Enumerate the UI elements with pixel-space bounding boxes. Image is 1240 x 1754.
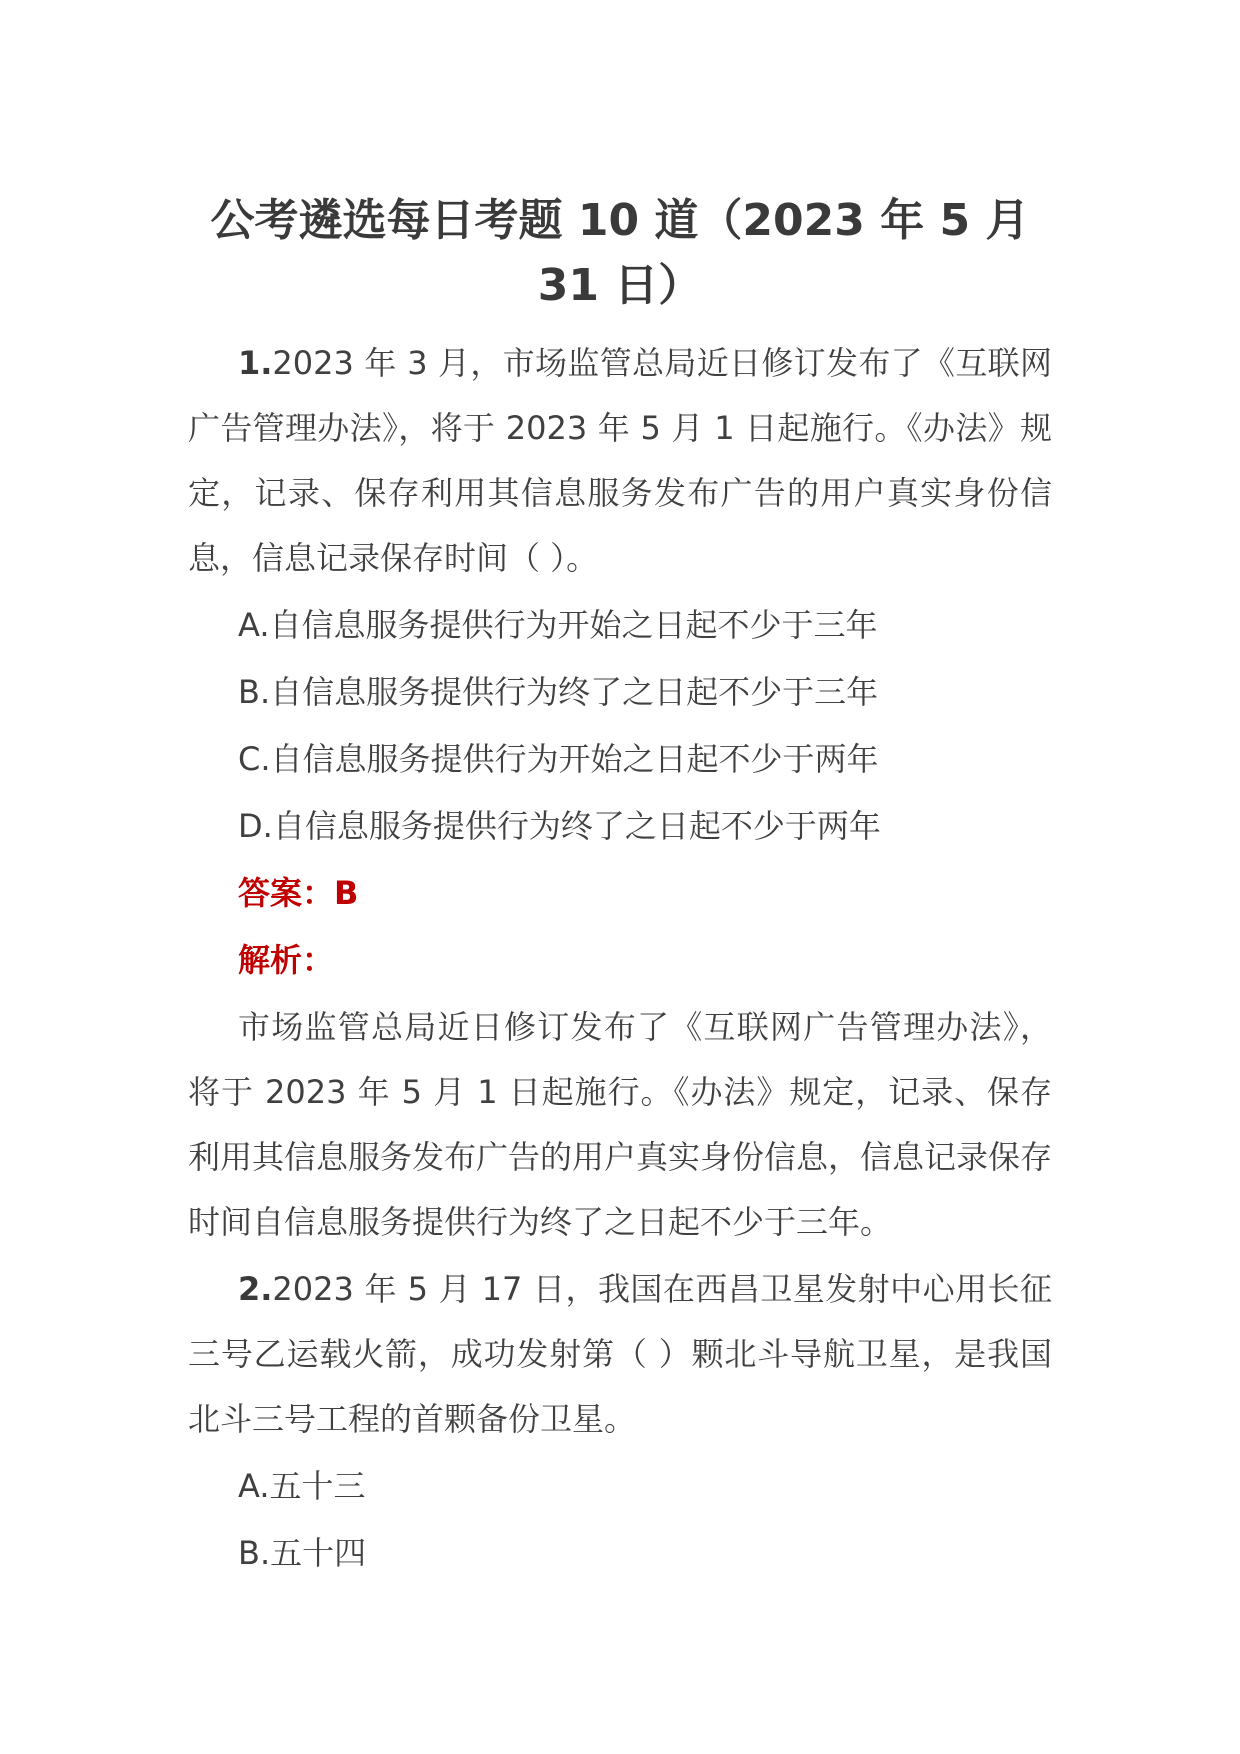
- question-number: 2.: [238, 1270, 273, 1308]
- analysis-heading: 解析：: [238, 941, 335, 979]
- answer-label: 答案：: [238, 874, 335, 912]
- question-2: [188, 1257, 1052, 1586]
- option-text: 五十三: [269, 1467, 366, 1505]
- option-c: [188, 727, 1052, 792]
- option-b: [188, 660, 1052, 725]
- page-title: 公考遴选每日考题 10 道（2023 年 5 月 31 日）: [210, 195, 1030, 311]
- option-text: 自信息服务提供行为终了之日起不少于三年: [270, 673, 879, 711]
- question-number: 1.: [238, 344, 273, 382]
- answer-value: B: [334, 874, 359, 912]
- option-letter: B.: [238, 1534, 271, 1572]
- question-1: [188, 331, 1052, 1255]
- option-a: [188, 1454, 1052, 1519]
- option-letter: A.: [238, 606, 270, 644]
- option-text: 自信息服务提供行为终了之日起不少于两年: [272, 807, 881, 845]
- analysis-text: 市场监管总局近日修订发布了《互联网广告管理办法》，将于 2023 年 5 月 1 日起施行。《办法》规定，记录、保存利用其信息服务发布广告的用户真实身份信息，信息记录保存时间自信息服务提供行为终了之日起不少于三年。: [188, 1008, 1053, 1241]
- option-letter: A.: [238, 1467, 270, 1505]
- option-text: 五十四: [270, 1534, 367, 1572]
- question-text: 2023 年 5 月 17 日，我国在西昌卫星发射中心用长征三号乙运载火箭，成功发射第（ ）颗北斗导航卫星，是我国北斗三号工程的首颗备份卫星。: [188, 1270, 1052, 1438]
- option-text: 自信息服务提供行为开始之日起不少于三年: [269, 606, 878, 644]
- option-letter: B.: [238, 673, 271, 711]
- answer-line: [188, 861, 1052, 926]
- option-letter: D.: [238, 807, 273, 845]
- question-stem: [188, 331, 1052, 591]
- option-d: [188, 794, 1052, 859]
- option-text: 自信息服务提供行为开始之日起不少于两年: [270, 740, 879, 778]
- option-a: [188, 593, 1052, 658]
- option-letter: C.: [238, 740, 271, 778]
- question-text: 2023 年 3 月，市场监管总局近日修订发布了《互联网广告管理办法》，将于 2023 年 5 月 1 日起施行。《办法》规定，记录、保存利用其信息服务发布广告的用户真实身份信息，信息记录保存时间（ ）。: [188, 344, 1052, 577]
- option-b: [188, 1521, 1052, 1586]
- question-stem: [188, 1257, 1052, 1452]
